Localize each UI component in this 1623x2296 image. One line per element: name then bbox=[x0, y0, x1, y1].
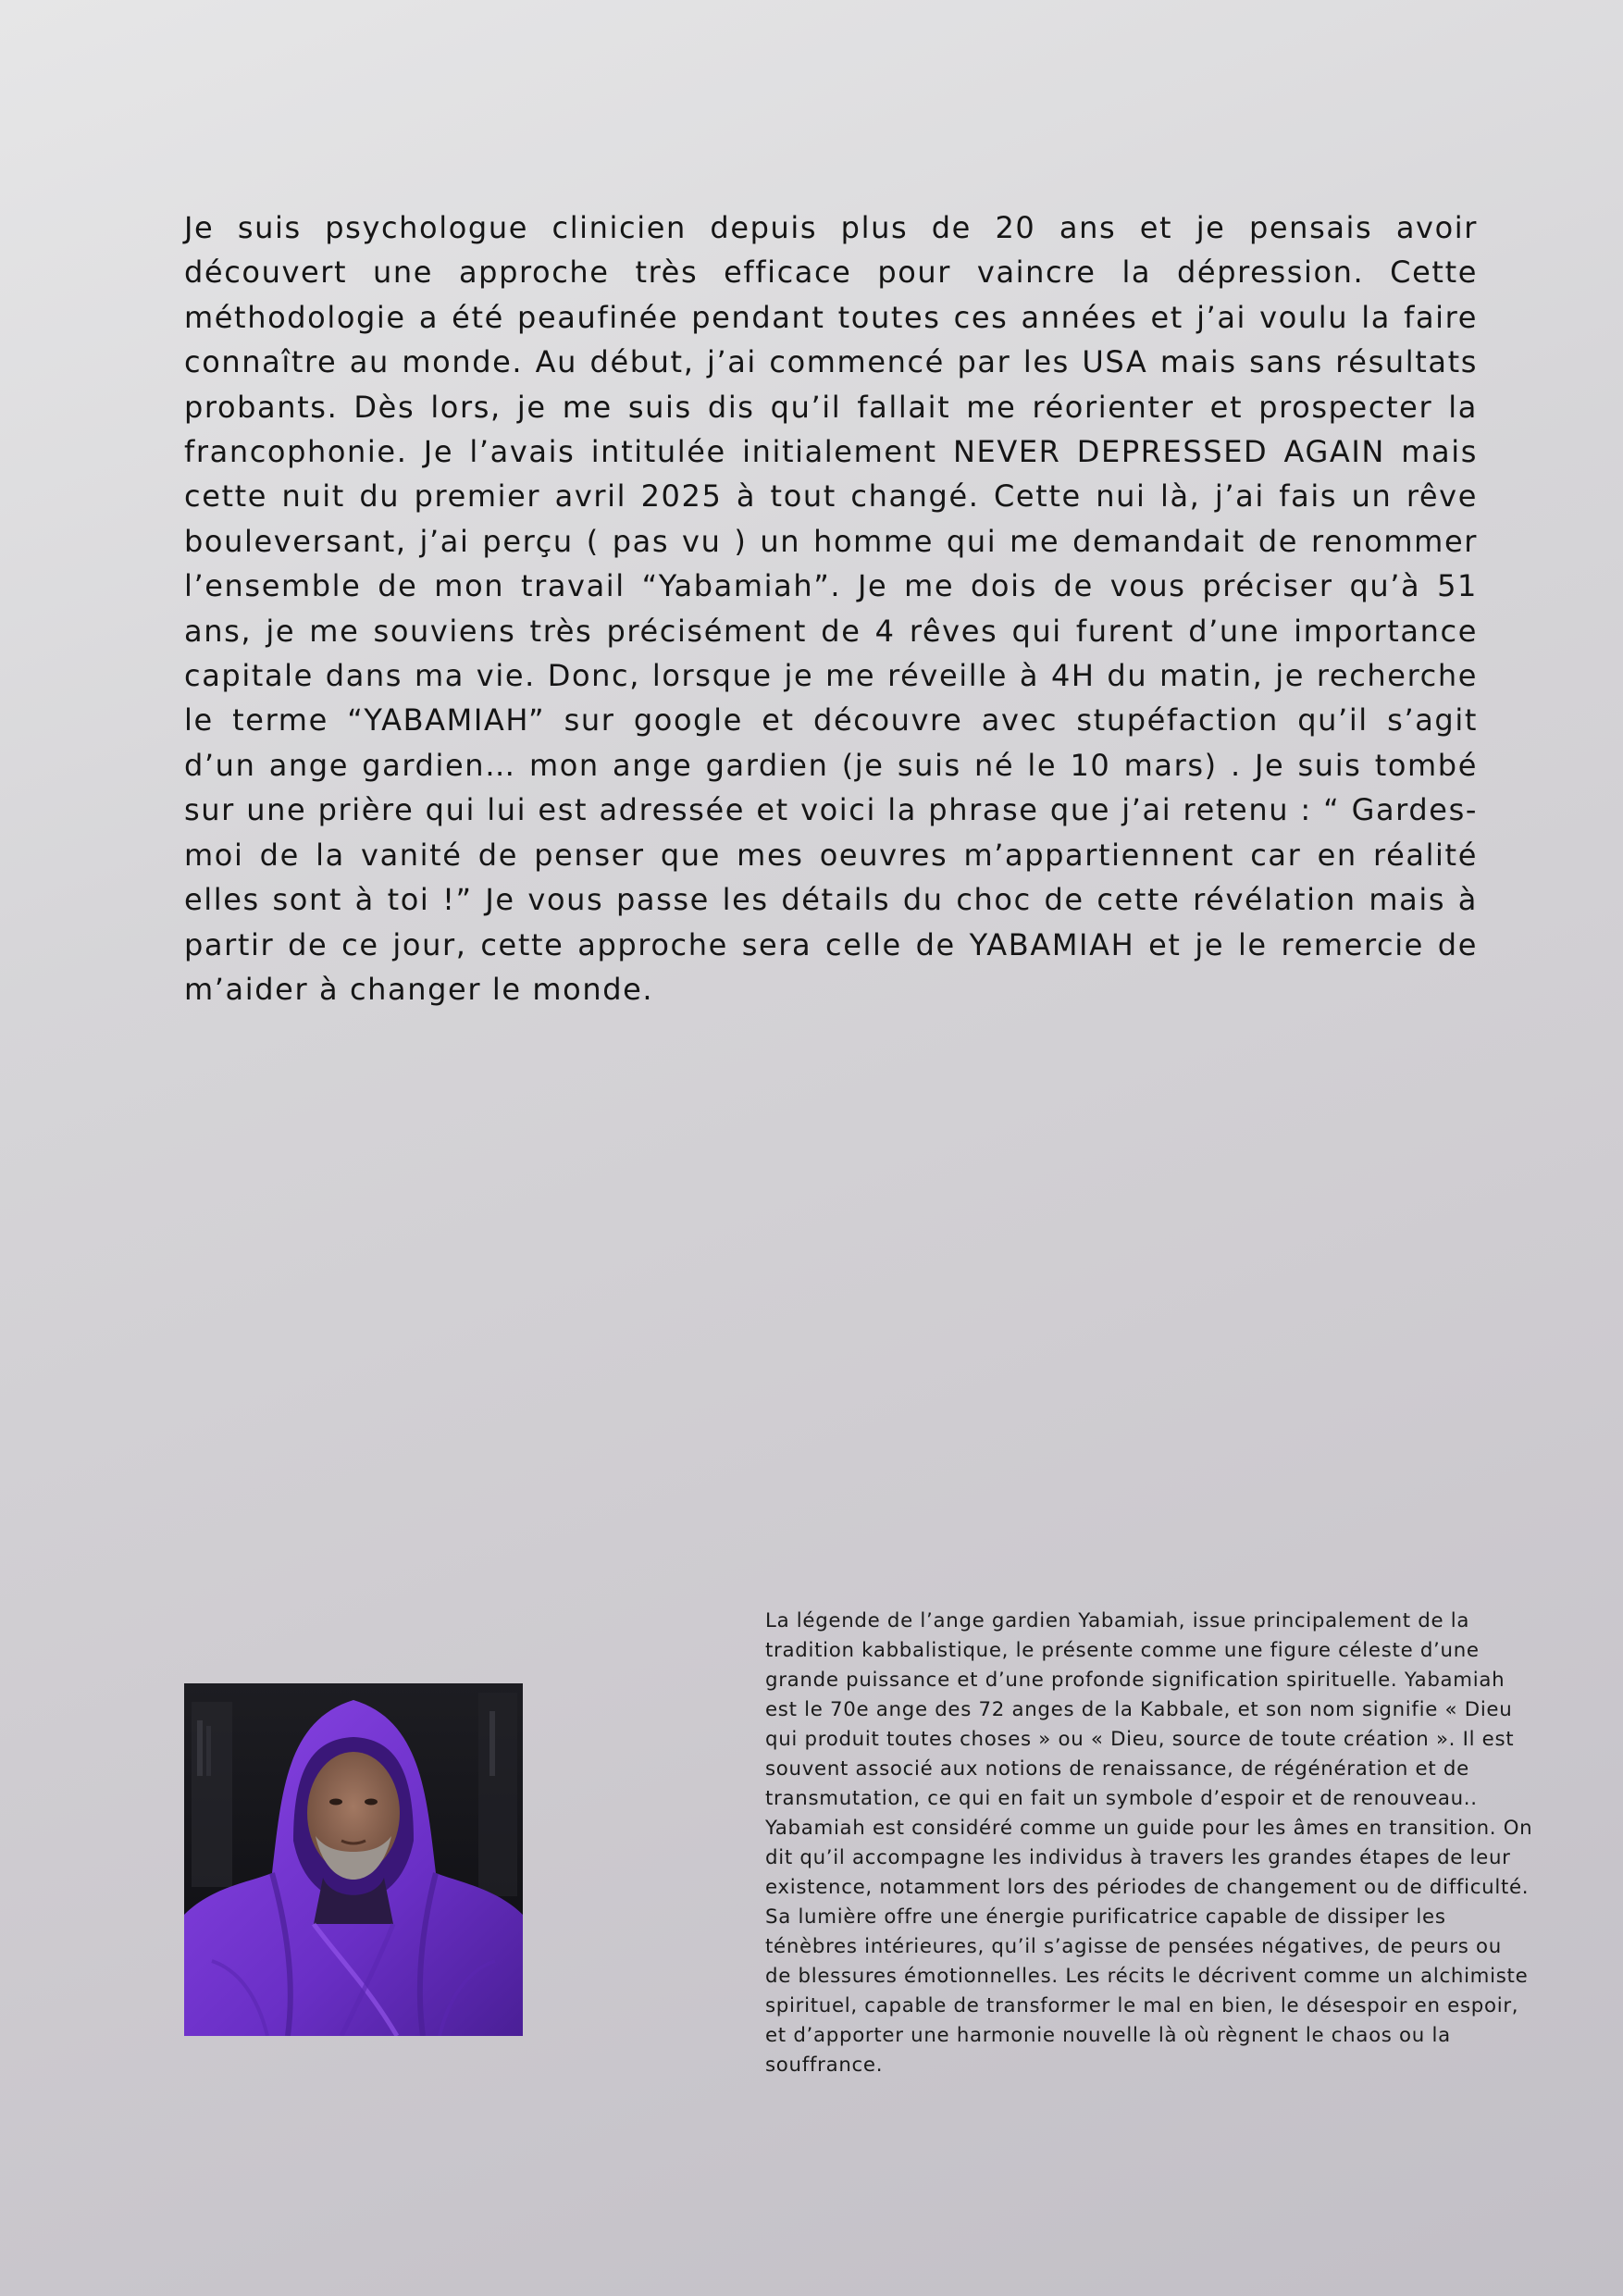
intro-paragraph: Je suis psychologue clinicien depuis plus de 20 ans et je pensais avoir découvert une approche très efficace pour vaincre la dépression. Cette méthodologie a été peaufinée pendant toutes ces années et j’ai voulu la faire connaître au monde. Au début, j’ai commencé par les USA mais sans résultats probants. Dès lors, je me suis dis qu’il fallait me réorienter et prospecter la francophonie. Je l’avais intitulée initialement NEVER DEPRESSED AGAIN mais cette nuit du premier avril 2025 à tout changé. Cette nui là, j’ai fais un rêve bouleversant, j’ai perçu ( pas vu ) un homme qui me demandait de renommer l’ensemble de mon travail “Yabamiah”. Je me dois de vous préciser qu’à 51 ans, je me souviens très précisément de 4 rêves qui furent d’une importance capitale dans ma vie. Donc, lorsque je me réveille à 4H du matin, je recherche le terme “YABAMIAH” sur google et découvre avec stupéfaction qu’il s’agit d’un ange gardien… mon ange gardien (je suis né le 10 mars) . Je suis tombé sur une prière qui lui est adressée et voici la phrase que j’ai retenu : “ Gardes-moi de la vanité de penser que mes oeuvres m’appartiennent car en réalité elles sont à toi !” Je vous passe les détails du choc de cette révélation mais à partir de ce jour, cette approche sera celle de YABAMIAH et je le remercie de m’aider à changer le monde. bbox=[184, 210, 1478, 1007]
portrait-photo bbox=[184, 1683, 523, 2036]
legend-paragraph-2: Yabamiah est considéré comme un guide pour les âmes en transition. On dit qu’il accompagne les individus à travers les grandes étapes de leur existence, notamment lors des périodes de changement ou de difficulté. Sa lumière offre une énergie purificatrice capable de dissiper les ténèbres intérieures, qu’il s’agisse de pensées négatives, de peurs ou de blessures émotionnelles. Les récits le décrivent comme un alchimiste spirituel, capable de transformer le mal en bien, le désespoir en espoir, et d’apporter une harmonie nouvelle là où règnent le chaos ou la souffrance. bbox=[765, 1817, 1533, 2077]
yabamiah-legend-text bbox=[765, 1607, 1533, 2080]
legend-paragraph-1: La légende de l’ange gardien Yabamiah, issue principalement de la tradition kabbalistique, le présente comme une figure céleste d’une grande puissance et d’une profonde signification spirituelle. Yabamiah est le 70e ange des 72 anges de la Kabbale, et son nom signifie « Dieu qui produit toutes choses » ou « Dieu, source de toute création ». Il est souvent associé aux notions de renaissance, de régénération et de transmutation, ce qui en fait un symbole d’espoir et de renouveau.. bbox=[765, 1609, 1515, 1810]
portrait-photo-icon bbox=[184, 1683, 523, 2036]
